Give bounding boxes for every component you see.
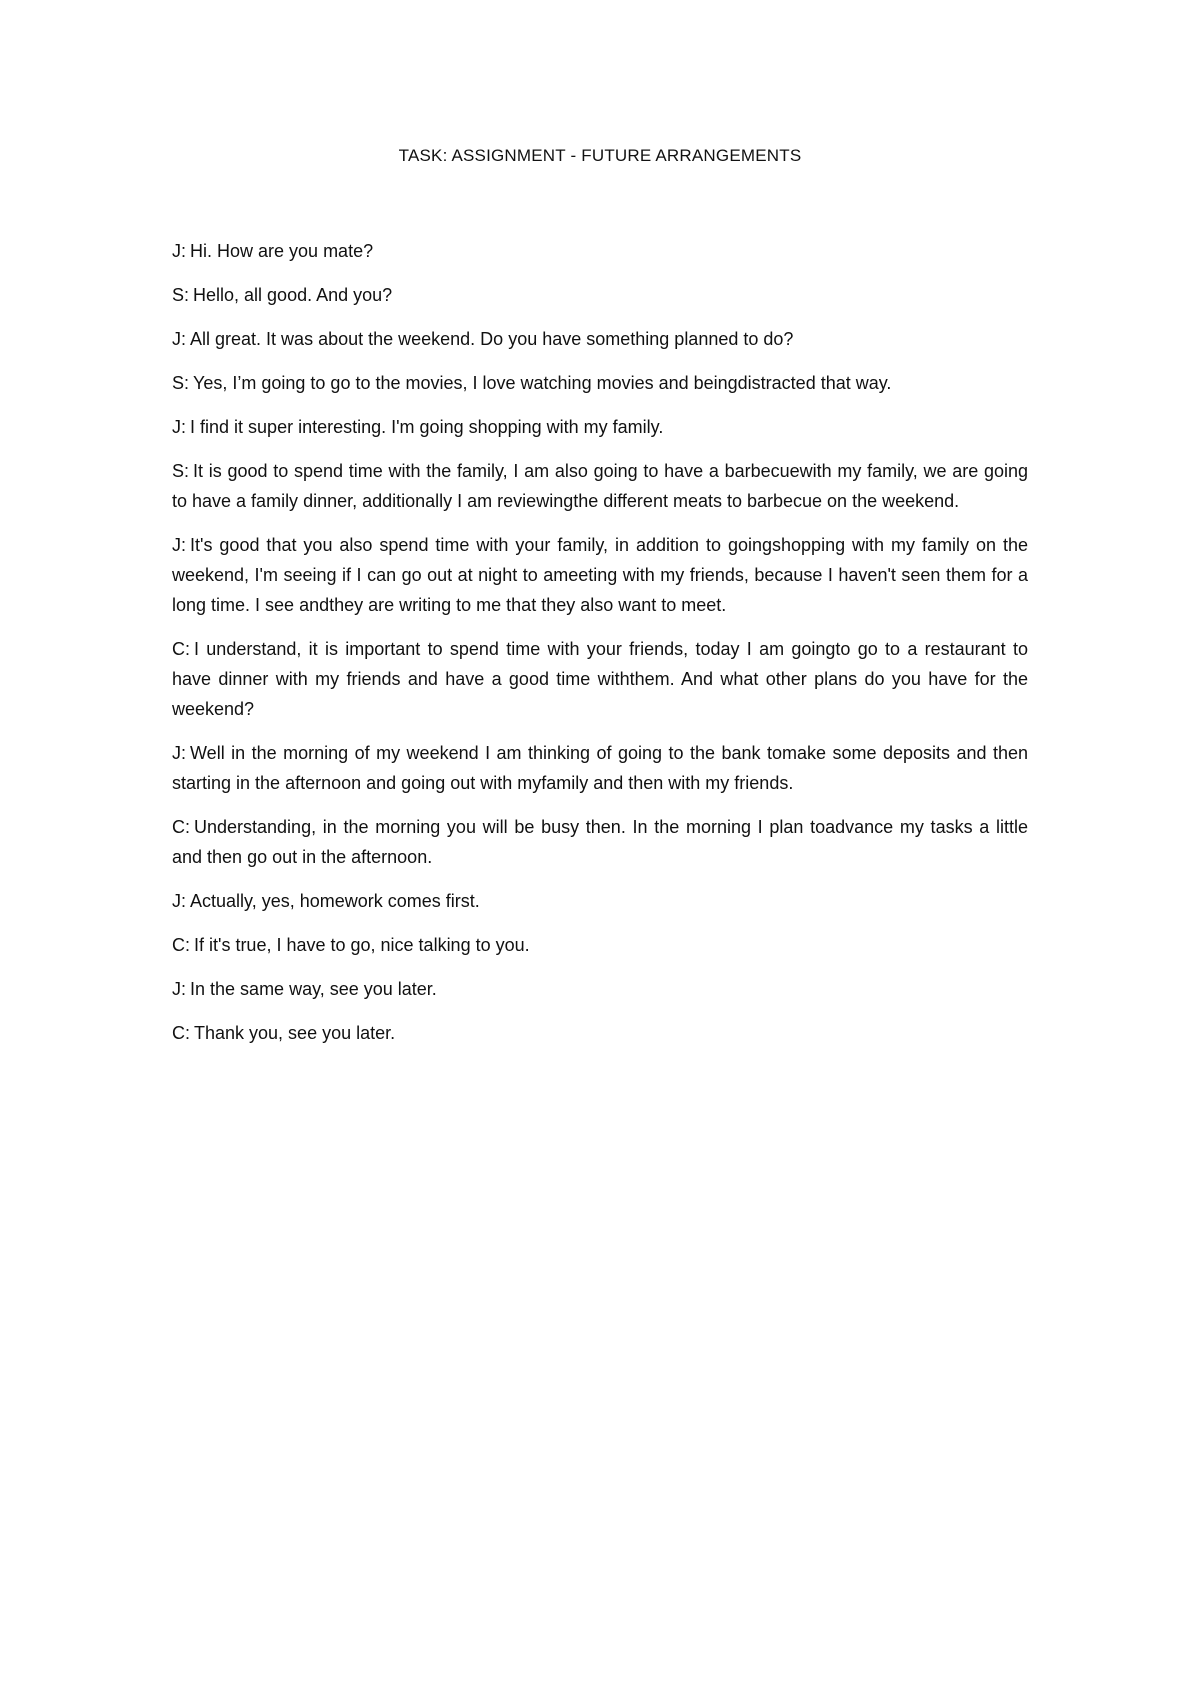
dialogue-line — [172, 812, 1028, 872]
speaker-label: S: — [172, 285, 190, 305]
dialogue-line — [172, 456, 1028, 516]
line-text: I understand, it is important to spend time with your friends, today I am goingto go to a restaurant to have dinner with my friends and have a good time withthem. And what other plans do you have for the weekend? — [172, 639, 1028, 719]
line-text: In the same way, see you later. — [190, 979, 437, 999]
dialogue-line — [172, 368, 1028, 398]
line-text: If it's true, I have to go, nice talking to you. — [194, 935, 530, 955]
dialogue-line — [172, 930, 1028, 960]
line-text: Thank you, see you later. — [194, 1023, 396, 1043]
speaker-label: J: — [172, 329, 187, 349]
line-text: It's good that you also spend time with your family, in addition to goingshopping with my family on the weekend, I'm seeing if I can go out at night to ameeting with my friends, because I haven't seen them for a long time. I see andthey are writing to me that they also want to meet. — [172, 535, 1028, 615]
speaker-label: S: — [172, 373, 190, 393]
dialogue-line — [172, 280, 1028, 310]
dialogue-line — [172, 236, 1028, 266]
speaker-label: J: — [172, 535, 187, 555]
line-text: Well in the morning of my weekend I am thinking of going to the bank tomake some deposits and then starting in the afternoon and going out with myfamily and then with my friends. — [172, 743, 1028, 793]
speaker-label: J: — [172, 417, 187, 437]
line-text: Actually, yes, homework comes first. — [190, 891, 480, 911]
line-text: I find it super interesting. I'm going shopping with my family. — [190, 417, 664, 437]
speaker-label: C: — [172, 935, 190, 955]
document-title: TASK: ASSIGNMENT - FUTURE ARRANGEMENTS — [398, 146, 802, 165]
dialogue-line — [172, 530, 1028, 620]
speaker-label: C: — [172, 639, 190, 659]
dialogue-line — [172, 886, 1028, 916]
speaker-label: J: — [172, 891, 187, 911]
line-text: It is good to spend time with the family, I am also going to have a barbecuewith my family, we are going to have a family dinner, additionally I am reviewingthe different meats to barbecue on the weekend. — [172, 461, 1028, 511]
dialogue-line — [172, 412, 1028, 442]
speaker-label: J: — [172, 979, 187, 999]
dialogue-line — [172, 1018, 1028, 1048]
speaker-label: J: — [172, 241, 187, 261]
speaker-label: J: — [172, 743, 187, 763]
line-text: Hi. How are you mate? — [190, 241, 374, 261]
dialogue-line — [172, 324, 1028, 354]
dialogue-line — [172, 974, 1028, 1004]
line-text: All great. It was about the weekend. Do you have something planned to do? — [190, 329, 794, 349]
line-text: Yes, I’m going to go to the movies, I love watching movies and beingdistracted that way. — [193, 373, 892, 393]
dialogue-line — [172, 738, 1028, 798]
dialogue-body — [172, 236, 1028, 1062]
speaker-label: C: — [172, 817, 190, 837]
speaker-label: C: — [172, 1023, 190, 1043]
speaker-label: S: — [172, 461, 190, 481]
line-text: Hello, all good. And you? — [193, 285, 393, 305]
dialogue-line — [172, 634, 1028, 724]
line-text: Understanding, in the morning you will be busy then. In the morning I plan toadvance my tasks a little and then go out in the afternoon. — [172, 817, 1028, 867]
